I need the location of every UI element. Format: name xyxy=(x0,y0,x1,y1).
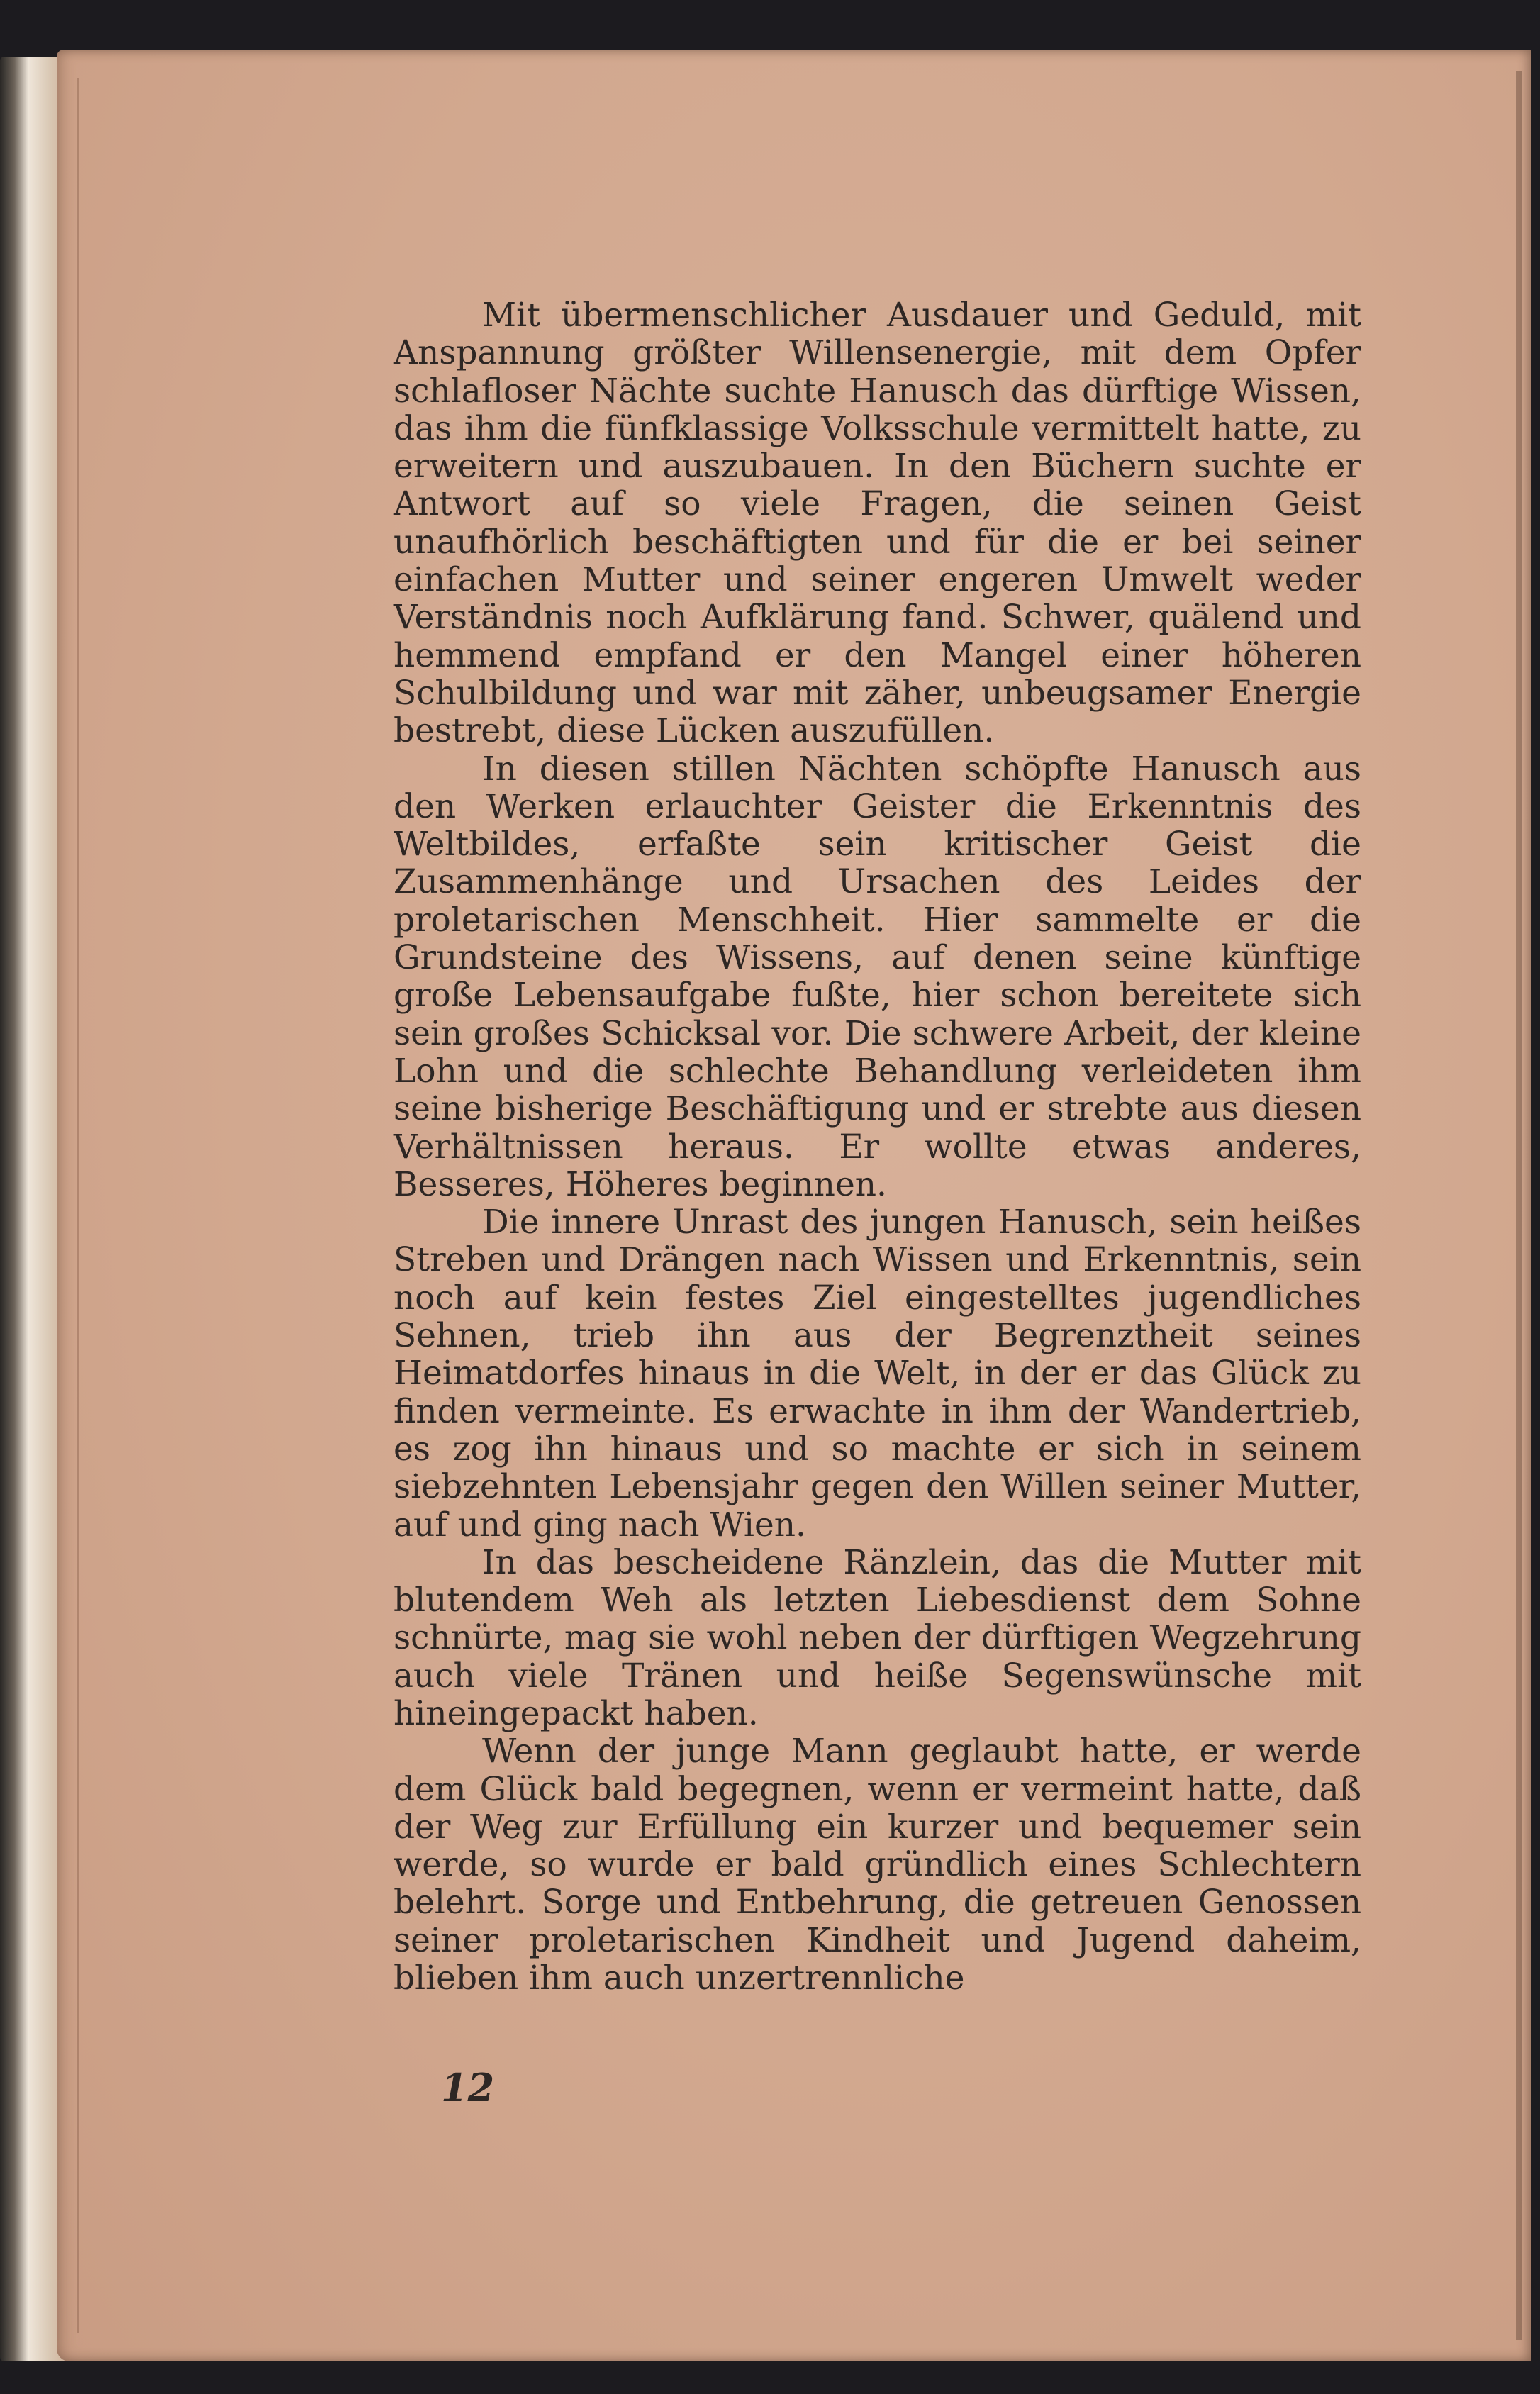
paragraph: Wenn der junge Mann geglaubt hatte, er werde dem Glück bald begegnen, wenn er vermeint hatte, daß der Weg zur Erfüllung ein kurzer und bequemer sein werde, so wurde er bald gründlich eines Schlechtern belehrt. Sorge und Entbehrung, die getreuen Genossen seiner proletarischen Kindheit und Jugend daheim, blieben ihm auch unzertrennliche xyxy=(394,1732,1361,1998)
paragraph: Mit übermenschlicher Ausdauer und Geduld, mit Anspannung größter Willensenergie, mit dem Opfer schlafloser Nächte suchte Hanusch das dürftige Wissen, das ihm die fünfklassige Volksschule vermittelt hatte, zu erweitern und auszubauen. In den Büchern suchte er Antwort auf so viele Fragen, die seinen Geist unaufhörlich beschäftigten und für die er bei seiner einfachen Mutter und seiner engeren Umwelt weder Verständnis noch Aufklärung fand. Schwer, quälend und hemmend empfand er den Mangel einer höheren Schulbildung und war mit zäher, unbeugsamer Energie bestrebt, diese Lücken auszufüllen. xyxy=(394,296,1361,751)
body-text xyxy=(394,296,1361,1997)
paragraph: Die innere Unrast des jungen Hanusch, sein heißes Streben und Drängen nach Wissen und Erkenntnis, sein noch auf kein festes Ziel eingestelltes jugendliches Sehnen, trieb ihn aus der Begrenztheit seines Heimatdorfes hinaus in die Welt, in der er das Glück zu finden vermeinte. Es erwachte in ihm der Wandertrieb, es zog ihn hinaus und so machte er sich in seinem siebzehnten Lebensjahr gegen den Willen seiner Mutter, auf und ging nach Wien. xyxy=(394,1203,1361,1544)
paragraph: In das bescheidene Ränzlein, das die Mutter mit blutendem Weh als letzten Liebesdienst dem Sohne schnürte, mag sie wohl neben der dürftigen Wegzehrung auch viele Tränen und heiße Segenswünsche mit hineingepackt haben. xyxy=(394,1542,1361,1733)
paragraph: In diesen stillen Nächten schöpfte Hanusch aus den Werken erlauchter Geister die Erkenntnis des Weltbildes, erfaßte sein kritischer Geist die Zusammenhänge und Ursachen des Leides der proletarischen Menschheit. Hier sammelte er die Grundsteine des Wissens, auf denen seine künftige große Lebensaufgabe fußte, hier schon bereitete sich sein großes Schicksal vor. Die schwere Arbeit, der kleine Lohn und die schlechte Behandlung verleideten ihm seine bisherige Beschäftigung und er strebte aus diesen Verhältnissen heraus. Er wollte etwas anderes, Besseres, Höheres beginnen. xyxy=(394,749,1361,1204)
page-number: 12 xyxy=(441,2065,495,2110)
